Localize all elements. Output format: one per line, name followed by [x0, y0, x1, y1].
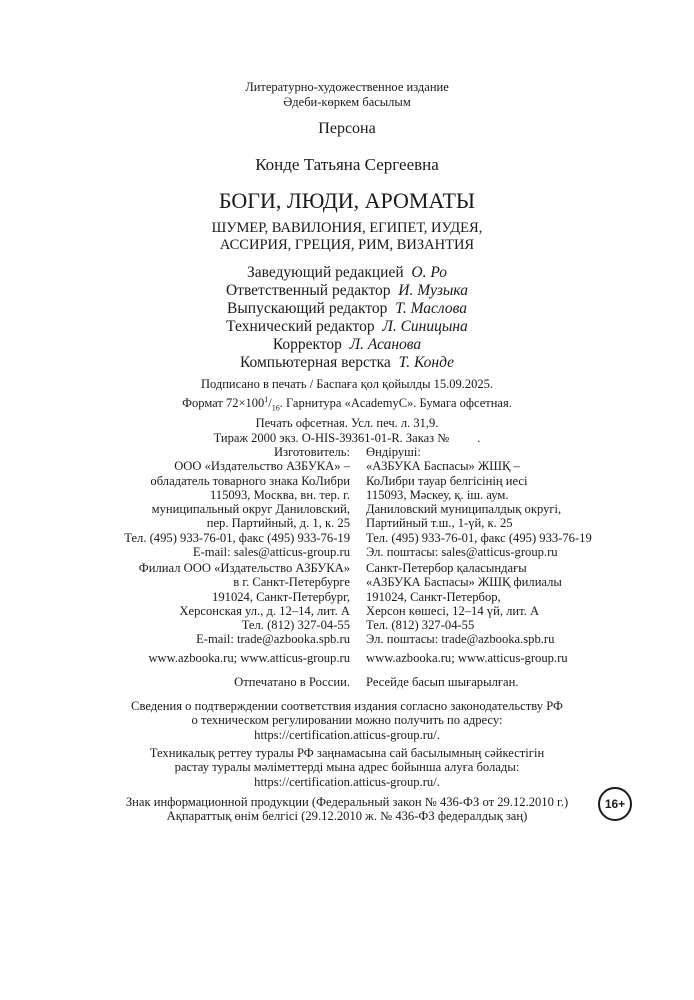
- website-links-ru: www.azbooka.ru; www.atticus-group.ru: [148, 651, 350, 665]
- author-name: Конде Татьяна Сергеевна: [255, 155, 439, 174]
- format-line: Формат $72\times 100^1/_{16}$. Гарнитура «AcademyC». Бумага офсетная.: [182, 395, 512, 413]
- print-info: [0, 377, 694, 446]
- credit-line: Технический редактор Л. Синицына: [226, 318, 468, 335]
- branch-ru: Филиал ООО «Издательство АЗБУКА» в г. Санкт-Петербурге 191024, Санкт-Петербург, Херсонская ул., д. 12–14, лит. А Тел. (812) 327-04-55 E-mail: trade@azbooka.spb.ru: [138, 561, 350, 647]
- run-line: Тираж 2000 экз. O-HIS-39361-01-R. Заказ № .: [213, 430, 481, 445]
- credit-line: Корректор Л. Асанова: [272, 336, 422, 353]
- info-sign-kz: Ақпараттық өнім белгісі (29.12.2010 ж. № 436-ФЗ федералдық заң): [166, 809, 528, 824]
- book-title: БОГИ, ЛЮДИ, АРОМАТЫ: [218, 188, 476, 213]
- edition-ru: Литературно-художественное издание: [245, 80, 449, 94]
- edition-kz: Әдеби-көркем басылым: [283, 95, 411, 109]
- book-subtitle: [0, 220, 694, 254]
- print-line: Печать офсетная. Усл. печ. л. 31,9.: [255, 415, 439, 430]
- info-sign: [0, 795, 694, 824]
- edition-type: [0, 80, 694, 110]
- subtitle-line: ШУМЕР, ВАВИЛОНИЯ, ЕГИПЕТ, ИУДЕЯ,: [211, 220, 483, 236]
- info-sign-ru: Знак информационной продукции (Федеральный закон № 436-ФЗ от 29.12.2010 г.): [125, 795, 569, 809]
- producer-ru: Изготовитель: ООО «Издательство АЗБУКА» – обладатель товарного знака КоЛибри 115093, Москва, вн. тер. г. муниципальный округ Даниловский, пер. Партийный, д. 1, к. 25 Тел. (495) 933-76-01, факс (495) 933-76-19 E-mail: sales@atticus-group.ru: [124, 445, 350, 560]
- credit-line: Ответственный редактор И. Музыка: [225, 282, 468, 299]
- producer-kz: Өндіруші: «АЗБУКА Баспасы» ЖШҚ – КоЛибри тауар белгісінің иесі 115093, Мәскеу, қ. іш. аум. Даниловский муниципалдық округі, Партийный т.ш., 1-үй, к. 25 Тел. (495) 933-76-01, факс (495) 933-76-19 Эл. поштасы: sales@atticus-group.ru: [366, 445, 592, 560]
- printed-in-ru: Отпечатано в России.: [234, 675, 350, 689]
- website-links-kz: www.azbooka.ru; www.atticus-group.ru: [366, 651, 568, 665]
- branch-kz: Санкт-Петербор қаласындағы «АЗБУКА Баспасы» ЖШҚ филиалы 191024, Санкт-Петербор, Херсон көшесі, 12–14 үй, лит. А Тел. (812) 327-04-55 Эл. поштасы: trade@azbooka.spb.ru: [366, 561, 562, 647]
- certification-ru: Сведения о подтверждении соответствия издания согласно законодательству РФ о техническом регулировании можно получить по адресу: https://certification.atticus-group.ru/.: [131, 699, 563, 742]
- credit-line: Выпускающий редактор Т. Маслова: [227, 300, 467, 317]
- credits-block: [0, 264, 694, 372]
- certification-kz: Техникалық реттеу туралы РФ заңнамасына сай басылымның сәйкестігін растау туралы мәліметтерді мына адрес бойынша алуға болады: https://certification.atticus-group.ru/.: [149, 746, 545, 789]
- series-name: Персона: [318, 120, 376, 137]
- credit-line: Заведующий редакцией О. Ро: [246, 264, 447, 281]
- credit-line: Компьютерная верстка Т. Конде: [239, 354, 455, 371]
- age-rating-badge: 16+: [598, 787, 632, 821]
- printed-in-kz: Ресейде басып шығарылған.: [366, 675, 519, 689]
- signed-line: Подписано в печать / Баспаға қол қойылды 15.09.2025.: [200, 377, 494, 391]
- subtitle-line: АССИРИЯ, ГРЕЦИЯ, РИМ, ВИЗАНТИЯ: [219, 237, 475, 253]
